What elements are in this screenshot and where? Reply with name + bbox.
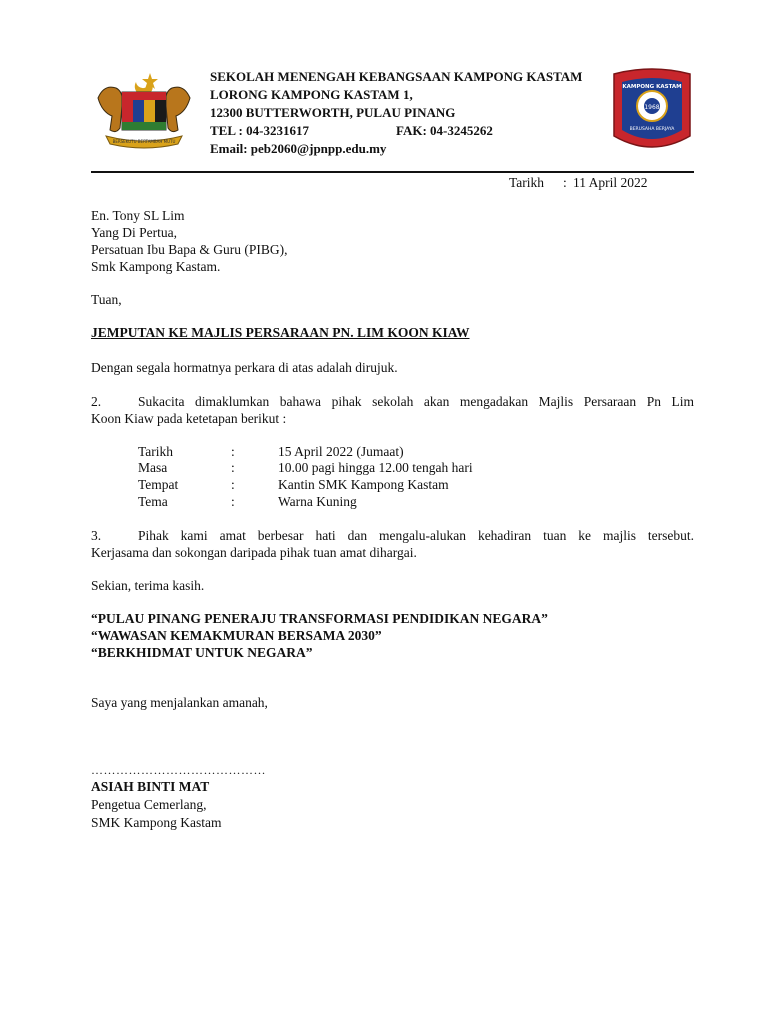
- recipient-title: Yang Di Pertua,: [91, 225, 178, 240]
- event-key: Masa: [138, 460, 168, 475]
- school-name: SEKOLAH MENENGAH KEBANGSAAN KAMPONG KASTAM: [210, 69, 583, 84]
- signer-school: SMK Kampong Kastam: [91, 815, 222, 830]
- paragraph-2-number: 2.: [91, 394, 102, 409]
- paragraph-1: Dengan segala hormatnya perkara di atas adalah dirujuk.: [91, 360, 398, 375]
- event-key: Tema: [138, 494, 168, 509]
- subject-heading: JEMPUTAN KE MAJLIS PERSARAAN PN. LIM KOON KIAW: [91, 325, 470, 340]
- event-separator: :: [231, 494, 235, 509]
- event-separator: :: [231, 444, 235, 459]
- signoff: Saya yang menjalankan amanah,: [91, 695, 268, 710]
- date-separator: :: [563, 175, 567, 190]
- paragraph-3-number: 3.: [91, 528, 102, 543]
- event-value: Warna Kuning: [278, 494, 357, 509]
- malaysia-coat-of-arms: [92, 70, 196, 150]
- letterhead-divider: [91, 171, 694, 173]
- address-line-2: 12300 BUTTERWORTH, PULAU PINANG: [210, 105, 456, 120]
- signature-line: ……………………………………: [91, 763, 266, 777]
- event-value: 10.00 pagi hingga 12.00 tengah hari: [278, 460, 473, 475]
- email: Email: peb2060@jpnpp.edu.my: [210, 141, 387, 156]
- paragraph-3-line-1: Pihak kami amat berbesar hati dan mengalu-alukan kehadiran tuan ke majlis tersebut.: [138, 528, 694, 543]
- event-separator: :: [231, 460, 235, 475]
- recipient-org: Persatuan Ibu Bapa & Guru (PIBG),: [91, 242, 288, 257]
- salutation: Tuan,: [91, 292, 122, 307]
- event-value: 15 April 2022 (Jumaat): [278, 444, 404, 459]
- crest-motto: BERSEKUTU BERTAMBAH MUTU: [112, 139, 176, 144]
- paragraph-2-line-1: Sukacita dimaklumkan bahawa pihak sekolah akan mengadakan Majlis Persaraan Pn Lim: [138, 394, 694, 409]
- school-logo-bottom-text: BERUSAHA BERJAYA: [629, 127, 675, 132]
- recipient-name: En. Tony SL Lim: [91, 208, 185, 223]
- date-label: Tarikh: [509, 175, 545, 190]
- recipient-school: Smk Kampong Kastam.: [91, 259, 221, 274]
- slogan-3: “BERKHIDMAT UNTUK NEGARA”: [91, 645, 313, 660]
- telephone: TEL : 04-3231617: [210, 123, 309, 138]
- event-value: Kantin SMK Kampong Kastam: [278, 477, 449, 492]
- paragraph-3-line-2: Kerjasama dan sokongan daripada pihak tuan amat dihargai.: [91, 545, 417, 560]
- date-value: 11 April 2022: [573, 175, 648, 190]
- fax: FAK: 04-3245262: [396, 123, 493, 138]
- event-key: Tempat: [138, 477, 179, 492]
- signer-name: ASIAH BINTI MAT: [91, 779, 210, 794]
- closing: Sekian, terima kasih.: [91, 578, 205, 593]
- address-line-1: LORONG KAMPONG KASTAM 1,: [210, 87, 413, 102]
- slogan-1: “PULAU PINANG PENERAJU TRANSFORMASI PENDIDIKAN NEGARA”: [91, 611, 548, 626]
- school-logo: [610, 66, 694, 156]
- slogan-2: “WAWASAN KEMAKMURAN BERSAMA 2030”: [91, 628, 382, 643]
- paragraph-2-line-2: Koon Kiaw pada ketetapan berikut :: [91, 411, 287, 426]
- school-logo-top-text: KAMPONG KASTAM: [622, 84, 682, 90]
- event-key: Tarikh: [138, 444, 174, 459]
- school-logo-year: 1968: [644, 104, 660, 111]
- event-separator: :: [231, 477, 235, 492]
- signer-position: Pengetua Cemerlang,: [91, 797, 207, 812]
